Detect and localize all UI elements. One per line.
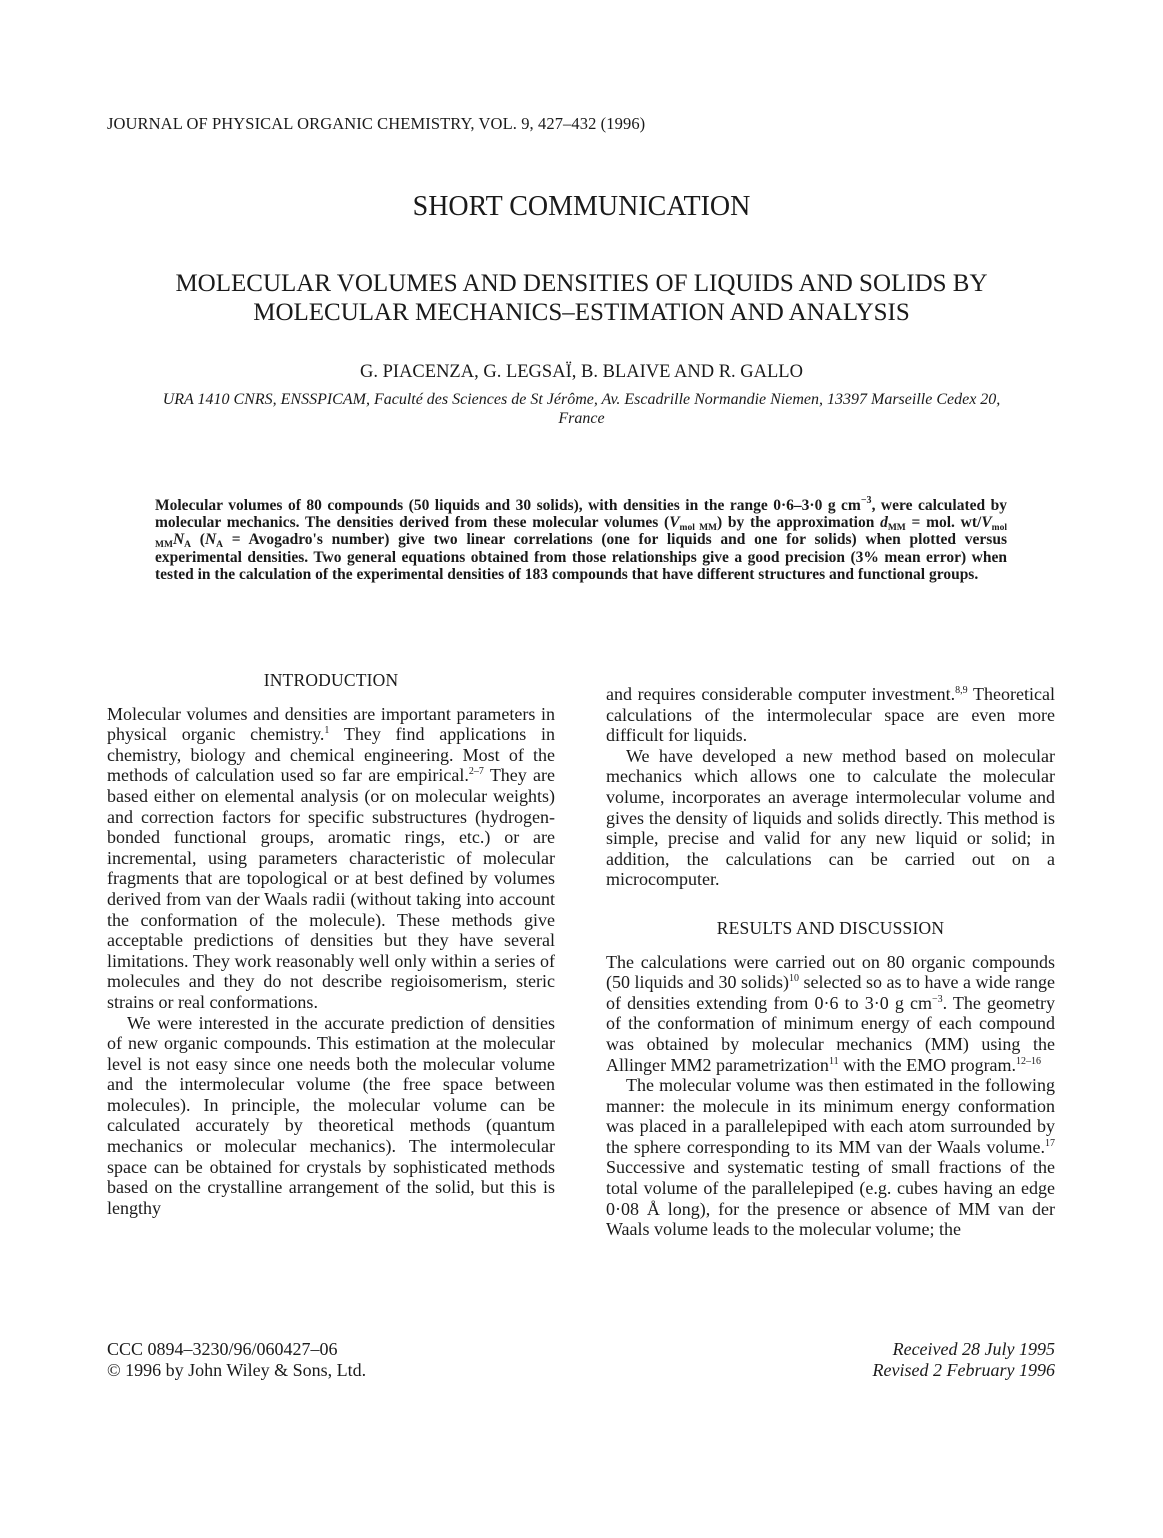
results-heading: RESULTS AND DISCUSSION (716, 917, 945, 938)
title-line-1: MOLECULAR VOLUMES AND DENSITIES OF LIQUIDS AND SOLIDS BY (175, 270, 988, 297)
journal-citation: JOURNAL OF PHYSICAL ORGANIC CHEMISTRY, VOL. 9, 427–432 (1996) (107, 114, 646, 133)
right-column (606, 684, 1055, 1240)
ccc-code: CCC 0894–3230/96/060427–06 (107, 1339, 338, 1359)
abstract: Molecular volumes of 80 compounds (50 liquids and 30 solids), with densities in the range 0·6–3·0 g $cm^{-3}$, were calculated by molecular mechanics. The densities derived from these molecular volumes $(V_{mol MM})$ by the approximation $d_{MM}$ = mol. $wt/V_{mol MM}N_A$ ($N_A$ = Avogadro's number) give two linear correlations (one for liquids and one for solids) when plotted versus experimental densities. Two general equations obtained from those relationships give a good precision (3% mean error) when tested in the calculation of the experimental densities of 183 compounds that have different structures and functional groups. (155, 495, 1007, 583)
affiliation-line-1: URA 1410 CNRS, ENSSPICAM, Faculté des Sciences de St Jérôme, Av. Escadrille Normandie Niemen, 13397 Marseille Cedex 20, (162, 391, 1001, 408)
intro-paragraph-2-continued: and requires considerable computer investment.$^{8,9}$ Theoretical calculations of the intermolecular space are even more difficult for liquids. (606, 684, 1055, 746)
affiliation-line-2: France (558, 410, 605, 427)
section-label: SHORT COMMUNICATION (412, 191, 751, 222)
left-column (107, 670, 555, 1218)
intro-paragraph-3: We have developed a new method based on molecular mechanics which allows one to calculate the molecular volume, incorporates an average intermolecular volume and gives the density of liquids and solids directly. This method is simple, precise and valid for any new liquid or solid; in addition, the calculations can be carried out on a microcomputer. (606, 745, 1055, 890)
article-title (100, 269, 1063, 327)
results-paragraph-2: The molecular volume was then estimated in the following manner: the molecule in its minimum energy conformation was placed in a parallelepiped with each atom surrounded by the sphere corresponding to its MM van der Waals volume.$^{17}$ Successive and systematic testing of small fractions of the total volume of the parallelepiped (e.g. cubes having an edge 0·08 Å long), for the presence or absence of MM van der Waals volume leads to the molecular volume; the (606, 1075, 1055, 1240)
intro-paragraph-2: We were interested in the accurate prediction of densities of new organic compounds. This estimation at the molecular level is not easy since one needs both the molecular volume and the intermolecular volume (the free space between molecules). In principle, the molecular volume can be calculated accurately by theoretical methods (quantum mechanics or molecular mechanics). The intermolecular space can be obtained for crystals by sophisticated methods based on the crystalline arrangement of the solid, but this is lengthy (107, 1012, 555, 1218)
footer-right (760, 1339, 1055, 1381)
revised-date: Revised 2 February 1996 (872, 1360, 1055, 1380)
footer-left (107, 1339, 366, 1381)
copyright: © 1996 by John Wiley & Sons, Ltd. (107, 1360, 367, 1380)
intro-paragraph-1: Molecular volumes and densities are important parameters in physical organic chemistry.$^1$ They find applications in chemistry, biology and chemical engineering. Most of the methods of calculation used so far are empirical.$^{2-7}$ They are based either on elemental analysis (or on molecular weights) and correction factors for specific substructures (hydrogen-bonded functional groups, aromatic rings, etc.) or are incremental, using parameters characteristic of molecular fragments that are topological or at best defined by volumes derived from van der Waals radii (without taking into account the conformation of the molecule). These methods give acceptable predictions of densities but they have several limitations. They work reasonably well only within a series of molecules and they do not describe regioisomerism, steric strains or real conformations. (107, 703, 555, 1012)
results-paragraph-1: The calculations were carried out on 80 organic compounds (50 liquids and 30 solids)$^{10}$ selected so as to have a wide range of densities extending from 0·6 to 3·0 g $cm^{-3}$. The geometry of the conformation of minimum energy of each compound was obtained by molecular mechanics (MM) using the Allinger MM2 parametrization$^{11}$ with the EMO program.$^{12-16}$ (606, 951, 1055, 1075)
introduction-heading: INTRODUCTION (263, 670, 399, 690)
affiliation (100, 390, 1063, 428)
received-date: Received 28 July 1995 (892, 1339, 1055, 1359)
authors: G. PIACENZA, G. LEGSAÏ, B. BLAIVE AND R. GALLO (360, 362, 803, 382)
title-line-2: MOLECULAR MECHANICS–ESTIMATION AND ANALYSIS (253, 299, 910, 326)
